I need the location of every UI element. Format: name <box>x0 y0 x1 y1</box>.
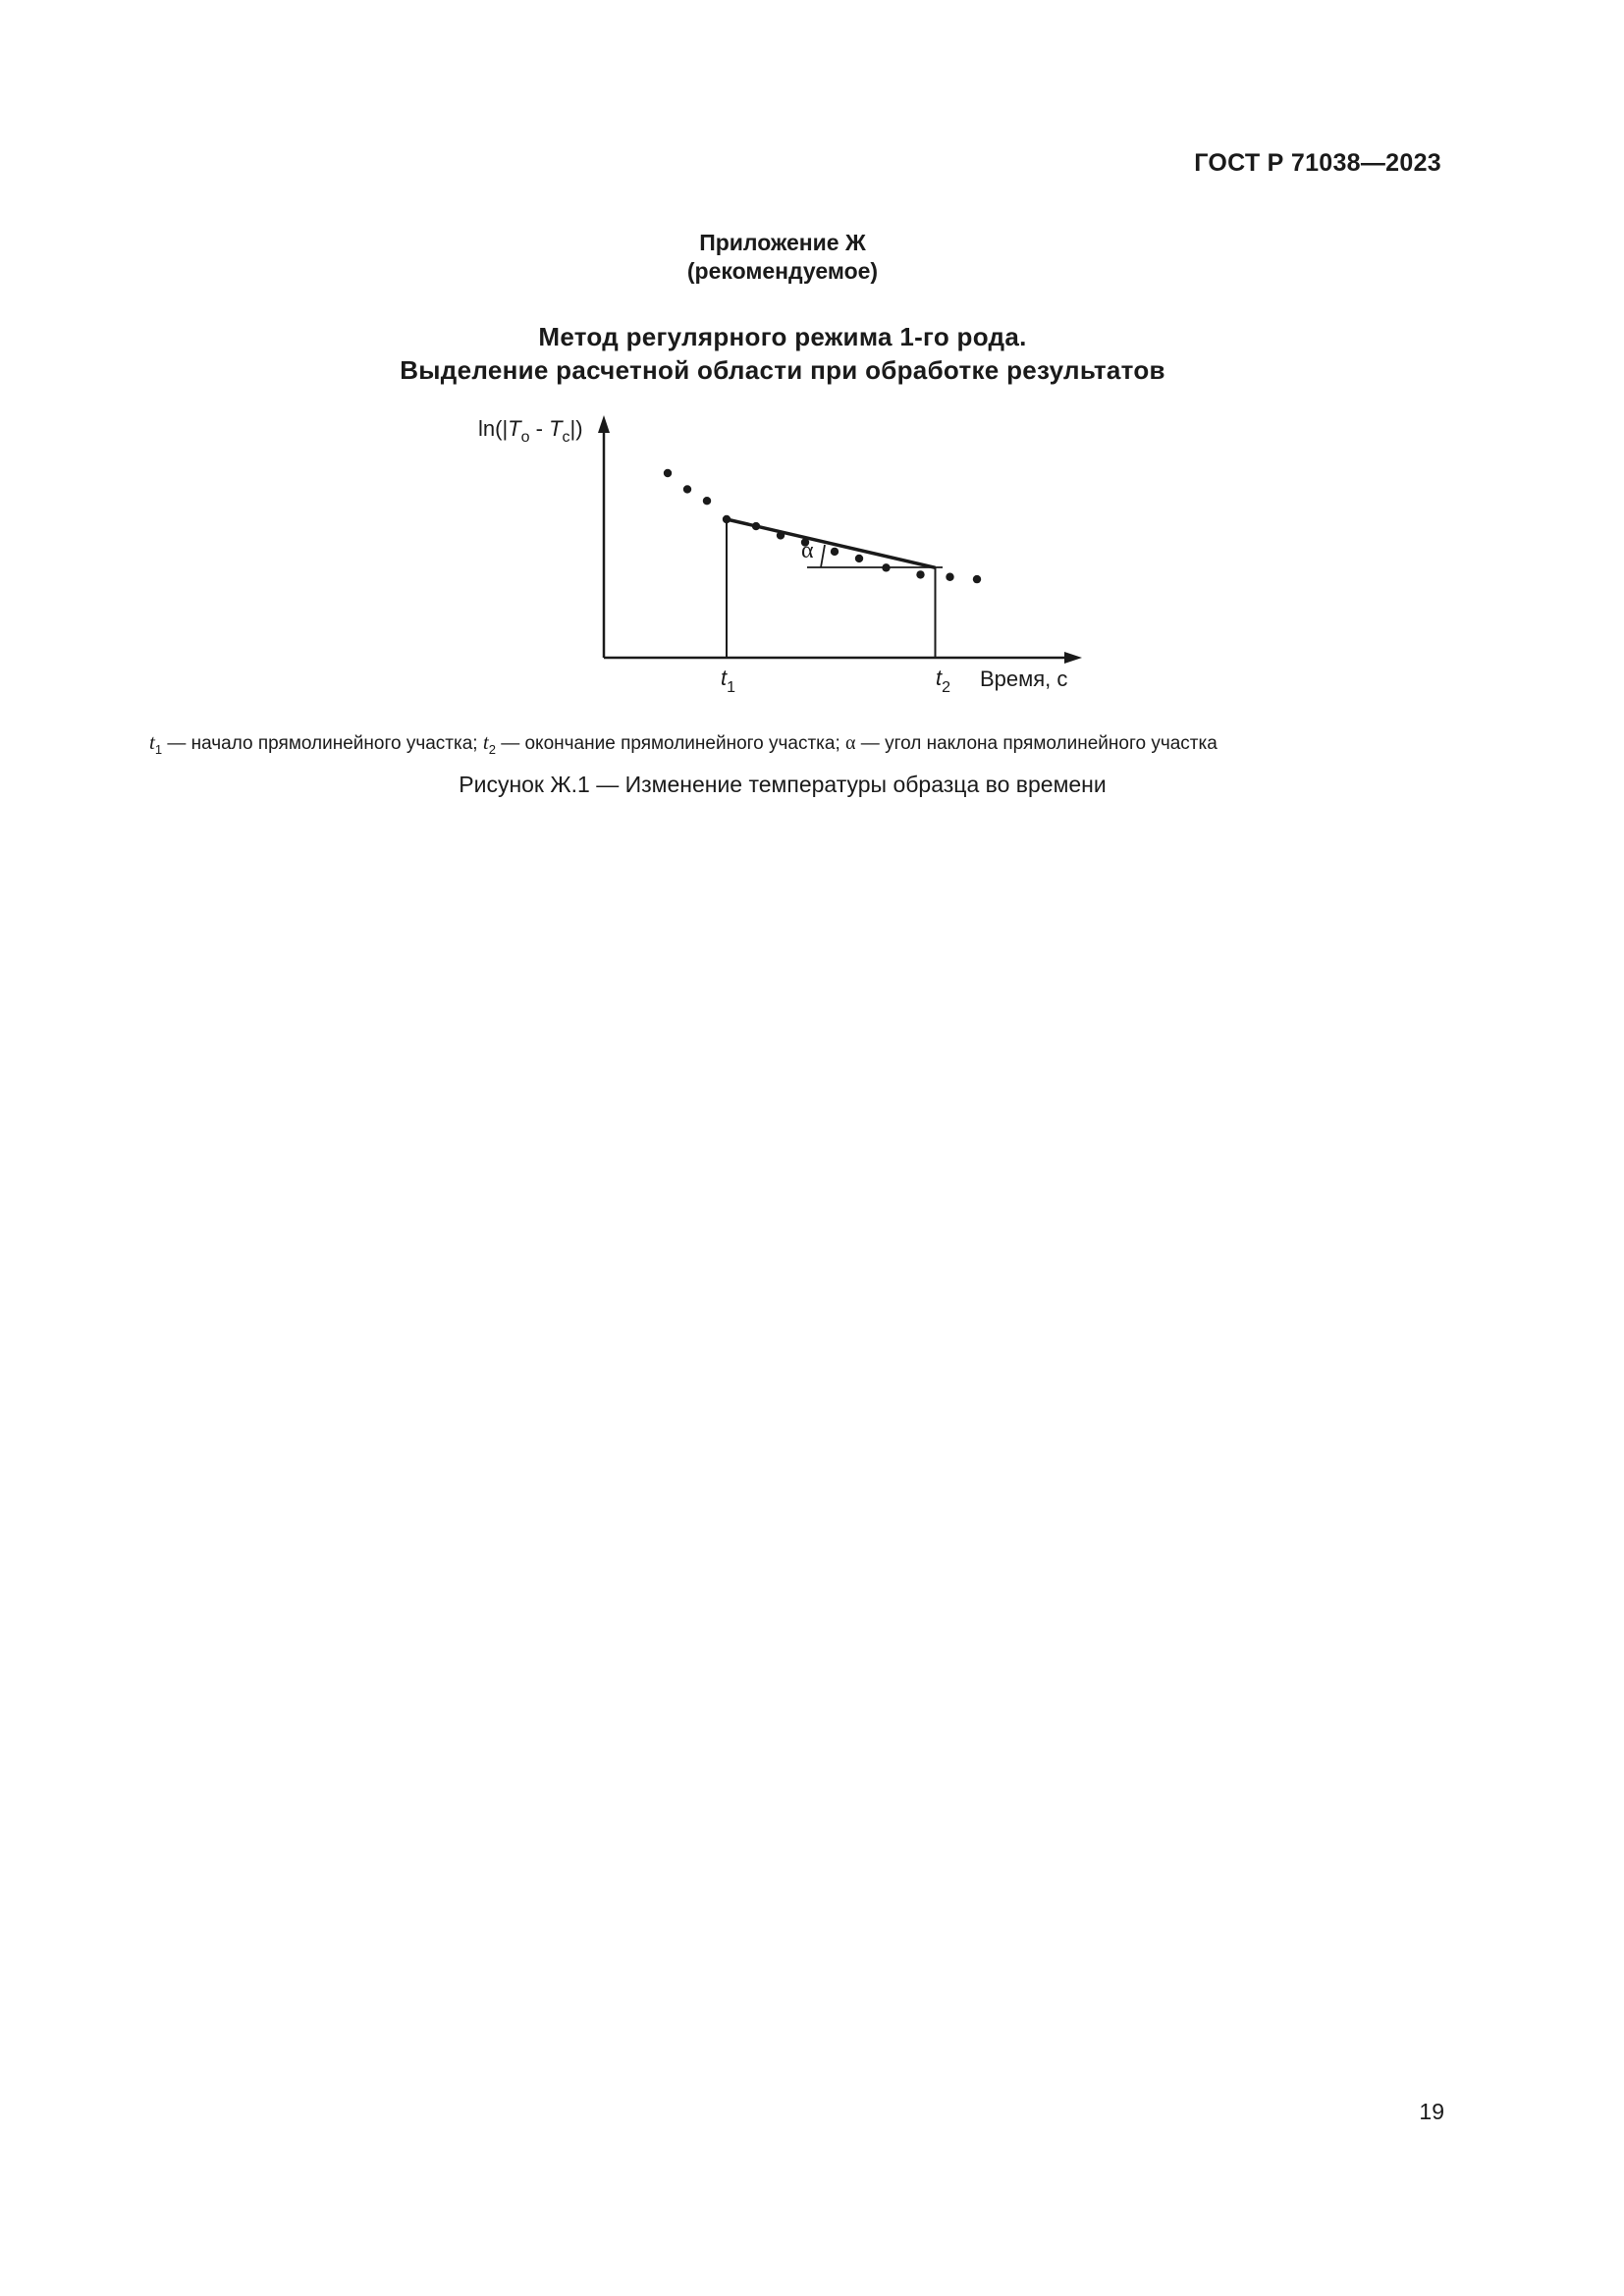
figure-legend <box>149 730 1426 757</box>
data-point <box>683 485 691 493</box>
section-title-line-1: Метод регулярного режима 1-го рода. <box>538 322 1027 351</box>
data-point <box>664 469 672 477</box>
data-point <box>973 575 981 583</box>
data-point <box>855 555 863 562</box>
t1-sub: 1 <box>727 679 736 696</box>
temperature-decay-figure <box>461 407 1090 707</box>
legend-alpha: α <box>845 732 856 754</box>
data-point <box>916 570 924 578</box>
y-axis-arrow <box>598 415 610 433</box>
t2-tick-label <box>936 666 950 696</box>
data-point <box>703 497 711 505</box>
data-point <box>752 522 760 530</box>
y-label-sub-c: c <box>562 429 570 446</box>
x-axis-arrow <box>1064 652 1082 664</box>
angle-tick-line <box>821 545 825 567</box>
legend-t2-text: — окончание прямолинейного участка; <box>495 733 846 754</box>
y-label-suffix: |) <box>569 416 583 441</box>
section-title-line-2: Выделение расчетной области при обработке результатов <box>400 355 1165 385</box>
data-point <box>723 515 731 523</box>
legend-t2-var: t <box>482 730 489 754</box>
y-label-t-ambient: T <box>549 416 563 441</box>
y-axis-label <box>478 416 583 446</box>
data-point <box>946 573 953 581</box>
angle-alpha-label: α <box>801 538 814 563</box>
legend-alpha-text: — угол наклона прямолинейного участка <box>855 733 1218 754</box>
y-label-prefix: ln(| <box>478 416 509 441</box>
y-label-sub-o: o <box>520 429 530 446</box>
data-point <box>777 531 785 539</box>
t2-sub: 2 <box>942 679 951 696</box>
page-number: 19 <box>1419 2099 1444 2124</box>
legend-t2-sub: 2 <box>488 741 496 757</box>
legend-t1-sub: 1 <box>154 741 163 757</box>
document-code: ГОСТ Р 71038—2023 <box>1194 149 1441 177</box>
y-label-minus: - <box>529 416 550 441</box>
t1-var: t <box>721 666 728 690</box>
legend-t1-var: t <box>149 730 155 754</box>
appendix-label: Приложение Ж <box>699 230 866 255</box>
t2-var: t <box>936 666 943 690</box>
axes <box>598 415 1082 664</box>
t1-tick-label <box>721 666 735 696</box>
legend-t1-text: — начало прямолинейного участка; <box>162 733 483 754</box>
appendix-status: (рекомендуемое) <box>686 258 879 284</box>
data-point <box>831 548 839 556</box>
y-label-t-object: T <box>508 416 521 441</box>
x-axis-label: Время, с <box>980 667 1068 691</box>
figure-caption: Рисунок Ж.1 — Изменение температуры образца во времени <box>459 772 1107 797</box>
